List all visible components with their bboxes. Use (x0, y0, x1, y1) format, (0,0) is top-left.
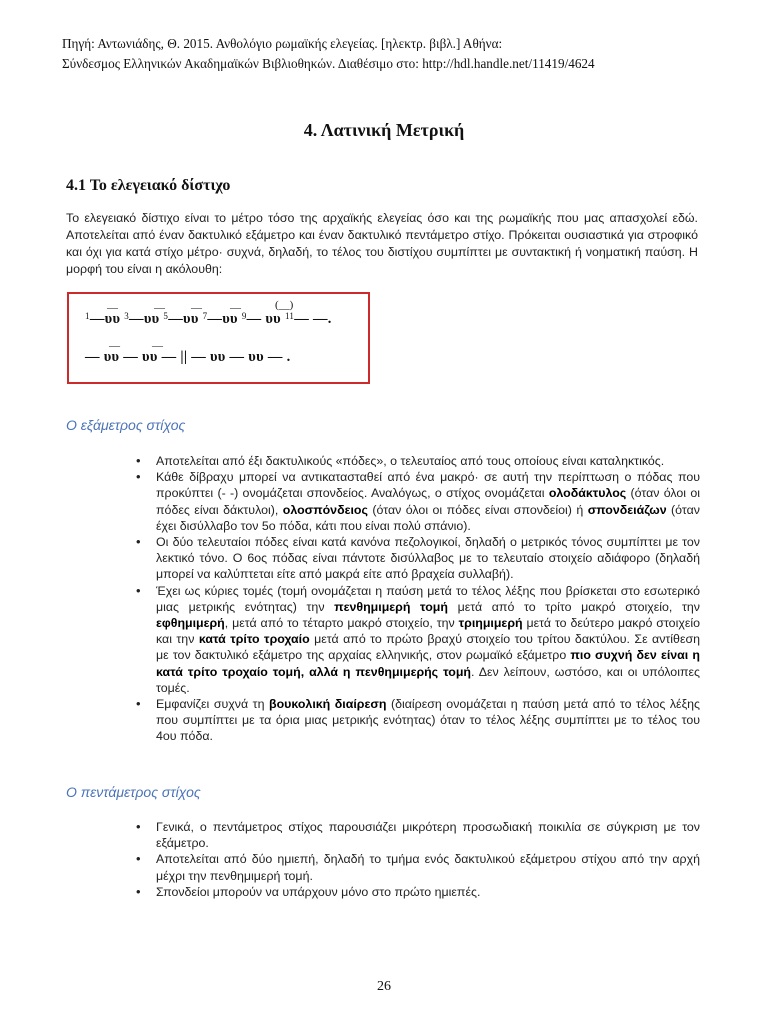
bold-term: εφθημιμερή (156, 616, 225, 631)
bullet-text: (όταν όλοι οι πόδες είναι σπονδείοι) ή (367, 502, 588, 517)
pentameter-scheme: — υυ — υυ — || — υυ — υυ — . (85, 349, 291, 365)
bold-term: βουκολική διαίρεση (269, 697, 387, 712)
bold-term: ολοσπόνδειος (282, 502, 368, 517)
long-mark: — (109, 340, 120, 352)
long-mark: — (230, 302, 241, 314)
source-line-2: Σύνδεσμος Ελληνικών Ακαδημαϊκών Βιβλιοθηκών. Διαθέσιμο στο: http://hdl.handle.net/11419/4624 (62, 56, 595, 71)
bullet-text: μετά από το πρώτο βραχύ στοιχείο του τρίτου δακτύλου. Σε αντίθεση με τον δακτυλικό εξάμετρο της αρχαίας ελληνικής, στον ρωμαϊκό εξάμετρο (156, 632, 701, 663)
pentameter-heading: Ο πεντάμετρος στίχος (66, 784, 201, 800)
bullet-text: (όταν έχει δισύλλαβο τον 5ο πόδα, κάτι που είναι πολύ σπάνιο). (156, 502, 700, 533)
bullet-text: μετά από το τρίτο μακρό στοιχείο, την (447, 599, 700, 614)
meter-scheme-box (67, 292, 370, 384)
bold-term: τριημιμερή (458, 616, 523, 631)
hexameter-bullet (156, 453, 700, 469)
long-mark: — (154, 302, 165, 314)
long-mark: — (191, 302, 202, 314)
long-mark: — (107, 302, 118, 314)
bullet-text: . Δεν λείπουν, ωστόσο, και οι υπόλοιπες τομές. (156, 664, 700, 695)
bold-term: σπονδειάζων (587, 502, 667, 517)
position-number: 7 (202, 311, 208, 321)
position-number: 1 (85, 311, 90, 321)
pentameter-bullet: • Σπονδείοι μπορούν να υπάρχουν μόνο στο πρώτο ημιεπές. (156, 884, 700, 900)
hexameter-scheme (85, 311, 332, 328)
source-line-1: Πηγή: Αντωνιάδης, Θ. 2015. Ανθολόγιο ρωμαϊκής ελεγείας. [ηλεκτρ. βιβλ.] Αθήνα: (62, 36, 503, 51)
hexameter-bullet (156, 469, 700, 534)
hexameter-bullet-list (156, 453, 700, 745)
hexameter-heading: Ο εξάμετρος στίχος (66, 417, 186, 433)
foot: — υυ (246, 311, 282, 327)
bullet-text: (όταν όλοι οι πόδες είναι δάκτυλοι), (156, 486, 700, 517)
bold-term: πιο συχνή δεν είναι η κατά τρίτο τροχαίο τομή, αλλά η πενθημιμερής τομή (156, 648, 700, 679)
pentameter-bullet-list (156, 819, 700, 900)
bullet-text: μετά το δεύτερο μακρό στοιχείο και την (156, 616, 700, 647)
pentameter-bullet: • Αποτελείται από δύο ημιεπή, δηλαδή το τμήμα ενός δακτυλικού εξάμετρου στίχου από την αρχή μέχρι την πενθημιμερή τομή. (156, 851, 700, 883)
position-number: 3 (124, 311, 130, 321)
intro-paragraph: Το ελεγειακό δίστιχο είναι το μέτρο τόσο της αρχαϊκής ελεγείας όσο και της ρωμαϊκής που μας απασχολεί εδώ. Αποτελείται από έναν δακτυλικό εξάμετρο και έναν δακτυλικό πεντάμετρο στίχο. Πρόκειται ουσιαστικά για στροφικό και όχι για κατά στίχο μέτρο· συχνά, δηλαδή, το τέλος του διστίχου συμπίπτει με συντακτική ή νοηματική παύση. Η μορφή του είναι η ακόλουθη: (66, 211, 698, 276)
source-citation (62, 34, 722, 74)
foot: —υυ (89, 311, 121, 327)
bold-term: κατά τρίτο τροχαίο (198, 632, 310, 647)
hexameter-bullet (156, 534, 700, 583)
section-title: 4.1 Το ελεγειακό δίστιχο (66, 177, 231, 194)
hexameter-bullet (156, 696, 700, 745)
position-number: 5 (163, 311, 169, 321)
pentameter-bullet: • Γενικά, ο πεντάμετρος στίχος παρουσιάζει μικρότερη προσωδιακή ποικιλία σε σύγκριση με τον εξάμετρο. (156, 819, 700, 851)
bullet-text: (διαίρεση ονομάζεται η παύση μετά από το τέλος λέξης που συμπίπτει με τα όρια μιας μετρικής ενότητας) όταν το τέλος λέξης συμπίπτει με το τέλος του 4ου πόδα. (156, 697, 700, 744)
bold-term: ολοδάκτυλος (548, 486, 627, 501)
bullet-text: Οι δύο τελευταίοι πόδες είναι κατά κανόνα πεζολογικοί, δηλαδή ο μετρικός τόνος συμπίπτει με τον λεκτικό τόνο. Ο 6ος πόδας είναι πάντοτε δισύλλαβος με το τελευταίο στοιχείο αδιάφορο (δηλαδή μπορεί να καλύπτεται είτε από μακρά είτε από βραχεία συλλαβή). (156, 535, 700, 582)
optional-mark: (__) (275, 299, 294, 311)
position-number: 9 (241, 311, 247, 321)
bullet-text: Κάθε δίβραχυ μπορεί να αντικατασταθεί από ένα μακρό· σε αυτή την περίπτωση ο πόδας που προκύπτει (- -) ονομάζεται σπονδείος. Αναλόγως, ο στίχος ονομάζεται (156, 470, 700, 501)
hexameter-bullet (156, 583, 700, 696)
bullet-text: Εμφανίζει συχνά τη (156, 697, 270, 712)
bullet-text: Αποτελείται από έξι δακτυλικούς «πόδες», ο τελευταίος από τους οποίους είναι καταληκτικός. (156, 454, 665, 468)
bold-term: πενθημιμερή τομή (334, 599, 448, 614)
foot: —υυ (168, 311, 199, 327)
position-number: 11 (284, 311, 295, 321)
chapter-title: 4. Λατινική Μετρική (303, 120, 465, 140)
page-number: 26 (377, 979, 391, 994)
foot: —υυ (129, 311, 160, 327)
bullet-text: , μετά από το τέταρτο μακρό στοιχείο, την (224, 616, 459, 631)
bullet-text: Έχει ως κύριες τομές (τομή ονομάζεται η παύση μετά το τέλος λέξης που βρίσκεται στο εσωτερικό μιας μετρικής ενότητας) την (156, 583, 700, 614)
long-mark: — (152, 340, 163, 352)
foot: —υυ (207, 311, 238, 327)
foot: — —. (294, 311, 332, 327)
